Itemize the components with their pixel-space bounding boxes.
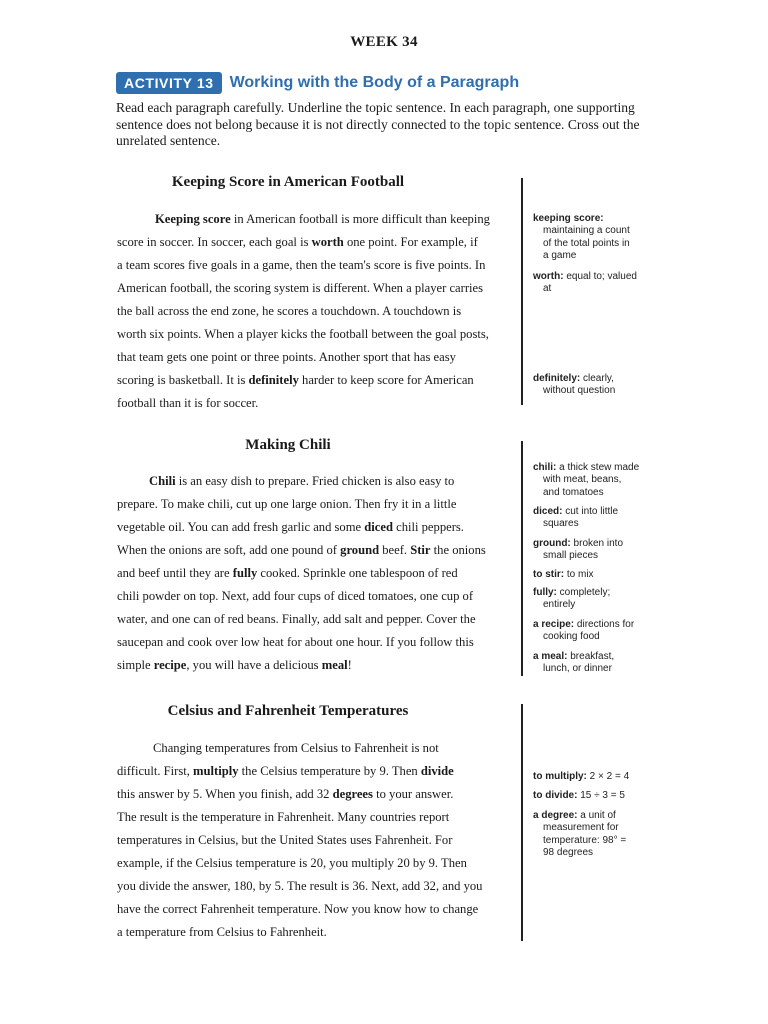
glossary-definition: directions for xyxy=(576,619,635,630)
glossary-definition: a thick stew made xyxy=(559,462,640,473)
vocab-ground: ground xyxy=(340,543,380,557)
glossary-term: ground: xyxy=(533,538,571,549)
glossary-definition: 2 × 2 = 4 xyxy=(589,771,630,782)
glossary-definition: measurement for xyxy=(543,822,619,834)
glossary-term: worth: xyxy=(533,271,564,282)
glossary-definition: completely; xyxy=(559,587,611,598)
instructions xyxy=(116,100,664,150)
glossary-definition: at xyxy=(543,283,552,295)
margin-rule xyxy=(521,178,523,405)
section-title-temperatures: Celsius and Fahrenheit Temperatures xyxy=(167,703,409,719)
glossary-entry xyxy=(533,651,673,676)
glossary-entry xyxy=(533,771,673,783)
activity-badge: ACTIVITY 13 xyxy=(116,72,222,94)
glossary-definition: temperature: 98° = xyxy=(543,834,627,846)
glossary-definition: a unit of xyxy=(580,810,616,821)
glossary-definition: a game xyxy=(543,250,577,262)
glossary-definition: and tomatoes xyxy=(543,486,604,498)
vocab-meal: meal xyxy=(321,658,348,672)
week-heading: WEEK 34 xyxy=(350,34,418,50)
glossary-term: definitely: xyxy=(533,373,581,384)
glossary-definition: maintaining a count xyxy=(543,225,630,237)
glossary-term: chili: xyxy=(533,462,557,473)
glossary-definition: with meat, beans, xyxy=(543,474,622,486)
glossary-term: fully: xyxy=(533,587,557,598)
glossary-entry xyxy=(533,569,673,581)
vocab-chili: Chili xyxy=(149,474,176,488)
activity-title: Working with the Body of a Paragraph xyxy=(229,74,520,91)
instructions-line: Read each paragraph carefully. Underline the topic sentence. In each paragraph, one supporting xyxy=(116,100,635,115)
vocab-multiply: multiply xyxy=(193,764,239,778)
instructions-line: unrelated sentence. xyxy=(116,133,221,148)
glossary-definition: equal to; valued xyxy=(566,271,637,282)
glossary-definition: 98 degrees xyxy=(543,847,594,859)
vocab-divide: divide xyxy=(420,764,454,778)
glossary-entry xyxy=(533,213,673,263)
vocab-stir: Stir xyxy=(410,543,431,557)
glossary-definition: of the total points in xyxy=(543,237,630,249)
glossary-entry xyxy=(533,271,673,296)
paragraph-line-text: Changing temperatures from Celsius to Fahrenheit is not xyxy=(153,741,439,755)
glossary-term: to multiply: xyxy=(533,771,587,782)
glossary-term: a degree: xyxy=(533,810,578,821)
margin-rule xyxy=(521,441,523,676)
vocab-definitely: definitely xyxy=(248,373,299,387)
glossary-entry xyxy=(533,587,673,612)
glossary-term: keeping score: xyxy=(533,213,604,224)
glossary-definition: without question xyxy=(543,385,616,397)
section-title-chili: Making Chili xyxy=(245,437,331,453)
glossary-entry xyxy=(533,373,673,398)
vocab-keeping-score: Keeping score xyxy=(155,212,231,226)
glossary-definition: clearly, xyxy=(583,373,614,384)
glossary-definition: broken into xyxy=(573,538,624,549)
vocab-diced: diced xyxy=(364,520,393,534)
glossary-term: to stir: xyxy=(533,569,565,580)
glossary-definition: breakfast, xyxy=(570,651,615,662)
glossary-definition: entirely xyxy=(543,599,576,611)
margin-rule xyxy=(521,704,523,941)
vocab-recipe: recipe xyxy=(153,658,187,672)
glossary-term: to divide: xyxy=(533,790,578,801)
vocab-degrees: degrees xyxy=(332,787,373,801)
glossary-definition: cut into little xyxy=(565,506,619,517)
instructions-line: sentence does not belong because it is not directly connected to the topic sentence. Cross out the xyxy=(116,116,640,132)
activity-header xyxy=(116,72,519,94)
glossary-entry xyxy=(533,790,673,802)
glossary-definition: 15 ÷ 3 = 5 xyxy=(580,790,625,801)
section-title-football: Keeping Score in American Football xyxy=(171,174,405,190)
glossary-definition: to mix xyxy=(566,569,594,580)
glossary-definition: squares xyxy=(543,518,579,530)
glossary-entry xyxy=(533,538,673,563)
glossary-entry xyxy=(533,506,673,531)
vocab-fully: fully xyxy=(232,566,258,580)
vocab-worth: worth xyxy=(311,235,344,249)
glossary-term: a meal: xyxy=(533,651,568,662)
glossary-definition: cooking food xyxy=(543,631,600,643)
glossary-entry xyxy=(533,462,673,499)
glossary-term: a recipe: xyxy=(533,619,575,630)
glossary-term: diced: xyxy=(533,506,563,517)
glossary-definition: small pieces xyxy=(543,550,599,562)
glossary-definition: lunch, or dinner xyxy=(543,663,612,675)
glossary-entry xyxy=(533,810,673,860)
glossary-entry xyxy=(533,619,673,644)
